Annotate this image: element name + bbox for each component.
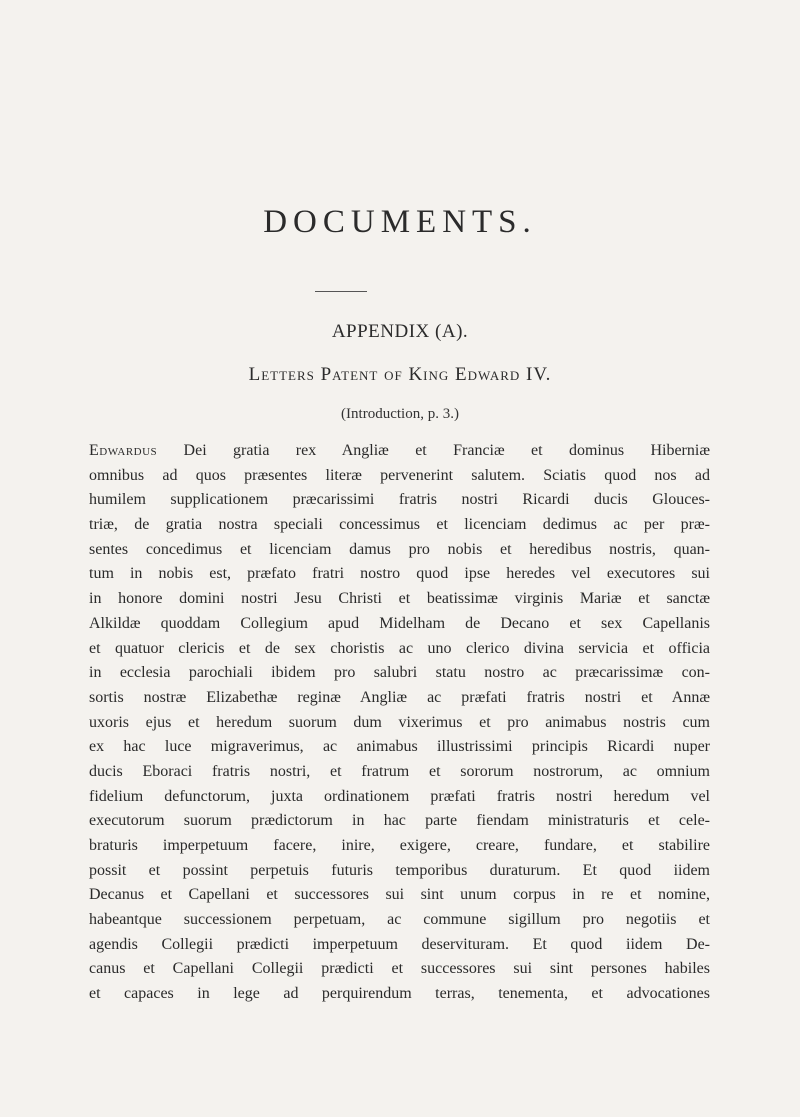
body-line-text: Dei gratia rex Angliæ et Franciæ et dominus Hiberniæ	[157, 442, 710, 459]
title-divider	[315, 291, 367, 292]
document-subtitle: Letters Patent of King Edward IV.	[248, 364, 552, 385]
body-line: canus et Capellani Collegii prædicti et successores sui sint persones habiles	[89, 960, 710, 978]
body-paragraph	[89, 439, 710, 1007]
body-line: in ecclesia parochiali ibidem pro salubri statu nostro ac præcarissimæ con-	[89, 664, 710, 682]
body-line: habeantque successionem perpetuam, ac commune sigillum pro negotiis et	[89, 911, 710, 929]
body-line: triæ, de gratia nostra speciali concessimus et licenciam dedimus ac per præ-	[89, 516, 710, 534]
document-title: DOCUMENTS.	[263, 204, 537, 240]
body-line: agendis Collegii prædicti imperpetuum deservituram. Et quod iidem De-	[89, 935, 710, 953]
body-line: tum in nobis est, præfato fratri nostro quod ipse heredes vel executores sui	[89, 565, 710, 583]
introduction-reference: (Introduction, p. 3.)	[341, 406, 459, 422]
body-line: braturis imperpetuum facere, inire, exigere, creare, fundare, et stabilire	[89, 837, 710, 854]
body-line: et capaces in lege ad perquirendum terras, tenementa, et advocationes	[89, 985, 710, 1003]
body-line: humilem supplicationem præcarissimi fratris nostri Ricardi ducis Glouces-	[89, 491, 710, 509]
body-line: et quatuor clericis et de sex choristis ac uno clerico divina servicia et officia	[89, 639, 710, 657]
body-line: ducis Eboraci fratris nostri, et fratrum et sororum nostrorum, ac omnium	[89, 762, 710, 780]
body-line: sentes concedimus et licenciam damus pro nobis et heredibus nostris, quan-	[89, 540, 710, 558]
body-line: sortis nostræ Elizabethæ reginæ Angliæ ac præfati fratris nostri et Annæ	[89, 688, 710, 706]
body-line: possit et possint perpetuis futuris temporibus duraturum. Et quod iidem	[89, 861, 710, 879]
body-line: fidelium defunctorum, juxta ordinationem præfati fratris nostri heredum vel	[89, 787, 710, 805]
body-line: executorum suorum prædictorum in hac parte fiendam ministraturis et cele-	[89, 812, 710, 830]
body-line: omnibus ad quos præsentes literæ pervenerint salutem. Sciatis quod nos ad	[89, 466, 710, 484]
body-line: Alkildæ quoddam Collegium apud Midelham de Decano et sex Capellanis	[89, 614, 710, 632]
body-line: uxoris ejus et heredum suorum dum vixerimus et pro animabus nostris cum	[89, 713, 710, 731]
appendix-heading: APPENDIX (A).	[331, 321, 469, 342]
opening-word: Edwardus	[89, 442, 158, 459]
body-line: in honore domini nostri Jesu Christi et beatissimæ virginis Mariæ et sanctæ	[89, 590, 710, 608]
body-line: ex hac luce migraverimus, ac animabus illustrissimi principis Ricardi nuper	[89, 738, 710, 756]
body-line	[89, 439, 710, 464]
body-line: Decanus et Capellani et successores sui sint unum corpus in re et nomine,	[89, 886, 710, 904]
